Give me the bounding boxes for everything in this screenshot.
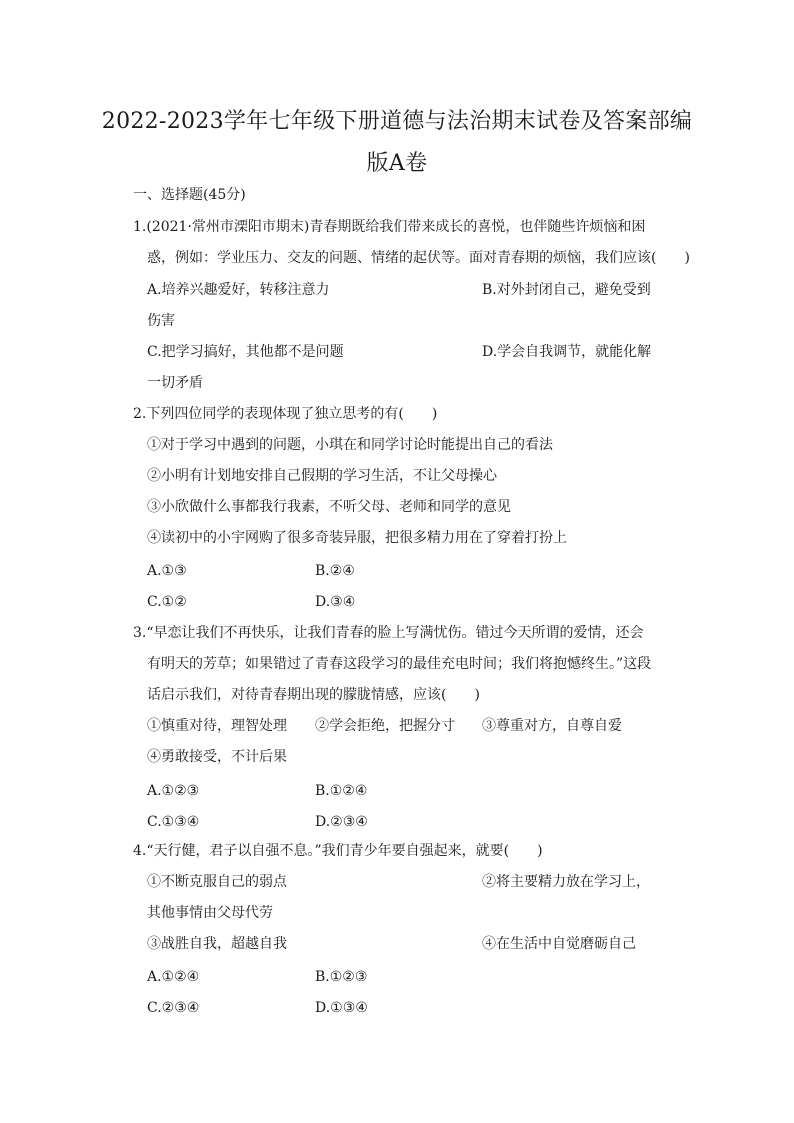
q3-option-d: D.②③④ <box>315 814 368 830</box>
q2-option-b: B.②④ <box>315 563 355 579</box>
q3-option-c: C.①③④ <box>147 814 200 830</box>
q4-statement-2-cont: 其他事情由父母代劳 <box>147 905 273 921</box>
q1-option-d: D.学会自我调节，就能化解 <box>482 344 652 360</box>
q1-option-b: B.对外封闭自己，避免受到 <box>482 282 651 298</box>
q3-stem-line-3: 话启示我们，对待青春期出现的朦胧情感，应该( ) <box>147 687 480 703</box>
q2-option-d: D.③④ <box>315 594 356 610</box>
q2-option-c: C.①② <box>147 594 187 610</box>
q3-option-a: A.①②③ <box>147 783 200 799</box>
q3-statement-2: ②学会拒绝，把握分寸 <box>315 718 455 734</box>
q1-stem-line-1: 1.(2021·常州市溧阳市期末)青春期既给我们带来成长的喜悦，也伴随些许烦恼和困 <box>133 219 646 235</box>
q3-stem-line-1: 3.“早恋让我们不再快乐，让我们青春的脸上写满忧伤。错过今天所谓的爱情，还会 <box>133 625 644 641</box>
q3-option-b: B.①②④ <box>315 783 368 799</box>
q3-statement-3: ③尊重对方，自尊自爱 <box>482 718 622 734</box>
q2-statement-4: ④读初中的小宇网购了很多奇装异服，把很多精力用在了穿着打扮上 <box>147 530 567 546</box>
q4-option-c: C.②③④ <box>147 1000 200 1016</box>
q3-statement-4: ④勇敢接受，不计后果 <box>147 749 287 765</box>
q1-stem-line-2: 惑，例如：学业压力、交友的问题、情绪的起伏等。面对青春期的烦恼，我们应该( ) <box>147 250 690 266</box>
q2-statement-1: ①对于学习中遇到的问题，小琪在和同学讨论时能提出自己的看法 <box>147 437 553 453</box>
q4-statement-4: ④在生活中自觉磨砺自己 <box>482 936 636 952</box>
q3-stem-line-2: 有明天的芳草；如果错过了青春这段学习的最佳充电时间；我们将抱憾终生。”这段 <box>147 656 652 672</box>
q4-option-b: B.①②③ <box>315 969 368 985</box>
q1-option-d-cont: 一切矛盾 <box>147 375 203 391</box>
section-heading: 一、选择题(45分) <box>133 187 246 203</box>
q1-option-b-cont: 伤害 <box>147 313 175 329</box>
q2-stem: 2.下列四位同学的表现体现了独立思考的有( ) <box>133 406 438 422</box>
q4-option-d: D.①③④ <box>315 1000 368 1016</box>
q1-option-a: A.培养兴趣爱好，转移注意力 <box>147 282 330 298</box>
q1-option-c: C.把学习搞好，其他都不是问题 <box>147 344 344 360</box>
q4-stem: 4.“天行健，君子以自强不息。”我们青少年要自强起来，就要( ) <box>133 843 543 859</box>
q2-option-a: A.①③ <box>147 563 187 579</box>
q4-statement-1: ①不断克服自己的弱点 <box>147 874 287 890</box>
q2-statement-3: ③小欣做什么事都我行我素，不听父母、老师和同学的意见 <box>147 499 511 515</box>
doc-title-line-1: 2022-2023学年七年级下册道德与法治期末试卷及答案部编 <box>101 109 693 134</box>
q3-statement-1: ①慎重对待，理智处理 <box>147 718 287 734</box>
doc-title-line-2: 版A卷 <box>366 151 428 176</box>
q2-statement-2: ②小明有计划地安排自己假期的学习生活，不让父母操心 <box>147 468 497 484</box>
q4-statement-3: ③战胜自我，超越自我 <box>147 936 287 952</box>
q4-statement-2: ②将主要精力放在学习上， <box>482 874 650 890</box>
q4-option-a: A.①②④ <box>147 969 200 985</box>
